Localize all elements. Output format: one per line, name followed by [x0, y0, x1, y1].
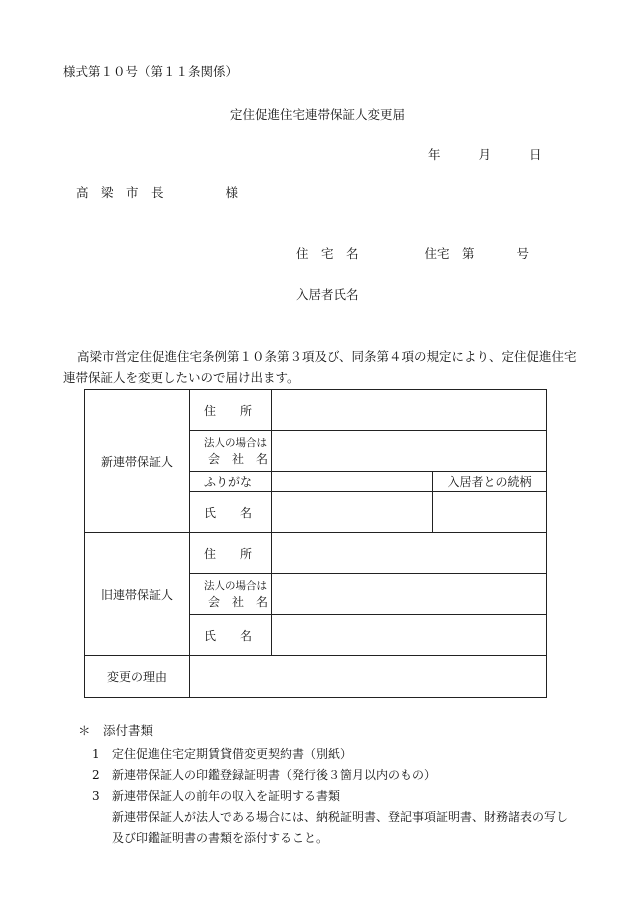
relation-label: 入居者との続柄: [433, 472, 547, 492]
date-year-label: 年: [428, 147, 441, 162]
attachment-number: 2: [92, 768, 100, 782]
new-company-label-line1: 法人の場合は: [204, 437, 267, 449]
body-paragraph: 高梁市営定住促進住宅条例第１０条第３項及び、同条第４項の規定により、定住促進住宅連帯保証人を変更したいので届け出ます。: [63, 349, 577, 385]
addressee: [76, 187, 238, 200]
old-guarantor-group-label: 旧連帯保証人: [85, 533, 190, 656]
housing-number-suffix: 号: [516, 246, 529, 261]
new-furigana-label: ふりがな: [190, 472, 272, 492]
date-day-label: 日: [528, 147, 542, 162]
attachments-heading: ＊ 添付書類: [78, 723, 154, 738]
housing-unit-line: [296, 248, 529, 261]
new-company-field[interactable]: [272, 431, 547, 472]
old-company-field[interactable]: [272, 574, 547, 615]
old-name-field[interactable]: [272, 615, 547, 656]
old-address-label: 住 所: [190, 533, 272, 574]
old-company-label-line2: 会 社 名: [208, 595, 269, 609]
attachment-item: [92, 744, 572, 765]
new-address-label: 住 所: [190, 390, 272, 431]
date-month-label: 月: [478, 147, 491, 162]
relation-field[interactable]: [433, 492, 547, 533]
addressee-honorific: 様: [225, 185, 238, 200]
change-reason-label: 変更の理由: [85, 656, 190, 698]
housing-name-label: 住 宅 名: [296, 246, 359, 261]
attachment-item: [92, 765, 572, 786]
old-company-label: [190, 574, 272, 615]
resident-name-label: 入居者氏名: [296, 287, 359, 302]
document-title: 定住促進住宅連帯保証人変更届: [230, 107, 406, 122]
attachment-item: [92, 786, 572, 807]
old-name-label: 氏 名: [190, 615, 272, 656]
new-company-label: [190, 431, 272, 472]
new-furigana-field[interactable]: [272, 472, 433, 492]
form-number: 様式第１０号（第１１条関係）: [63, 64, 239, 79]
attachment-text: 新連帯保証人の印鑑登録証明書（発行後３箇月以内のもの）: [112, 768, 437, 782]
guarantor-table: [84, 389, 547, 698]
new-name-label: 氏 名: [190, 492, 272, 533]
new-name-field[interactable]: [272, 492, 433, 533]
attachment-number: 1: [92, 747, 100, 761]
attachments-list: [92, 744, 572, 849]
attachment-text: 新連帯保証人の前年の収入を証明する書類: [112, 789, 341, 803]
new-company-label-line2: 会 社 名: [208, 452, 269, 466]
new-address-field[interactable]: [272, 390, 547, 431]
old-address-field[interactable]: [272, 533, 547, 574]
change-reason-field[interactable]: [190, 656, 547, 698]
housing-number-label: 住宅 第: [424, 246, 475, 261]
date-line: [428, 149, 541, 162]
attachment-number: 3: [92, 789, 100, 803]
addressee-name: 高 梁 市 長: [76, 185, 164, 200]
new-guarantor-group-label: 新連帯保証人: [85, 390, 190, 533]
attachment-text: 定住促進住宅定期賃貸借変更契約書（別紙）: [112, 747, 353, 761]
attachment-item3-note: 新連帯保証人が法人である場合には、納税証明書、登記事項証明書、財務諸表の写し及び印鑑証明書の書類を添付すること。: [112, 810, 569, 845]
old-company-label-line1: 法人の場合は: [204, 580, 267, 592]
